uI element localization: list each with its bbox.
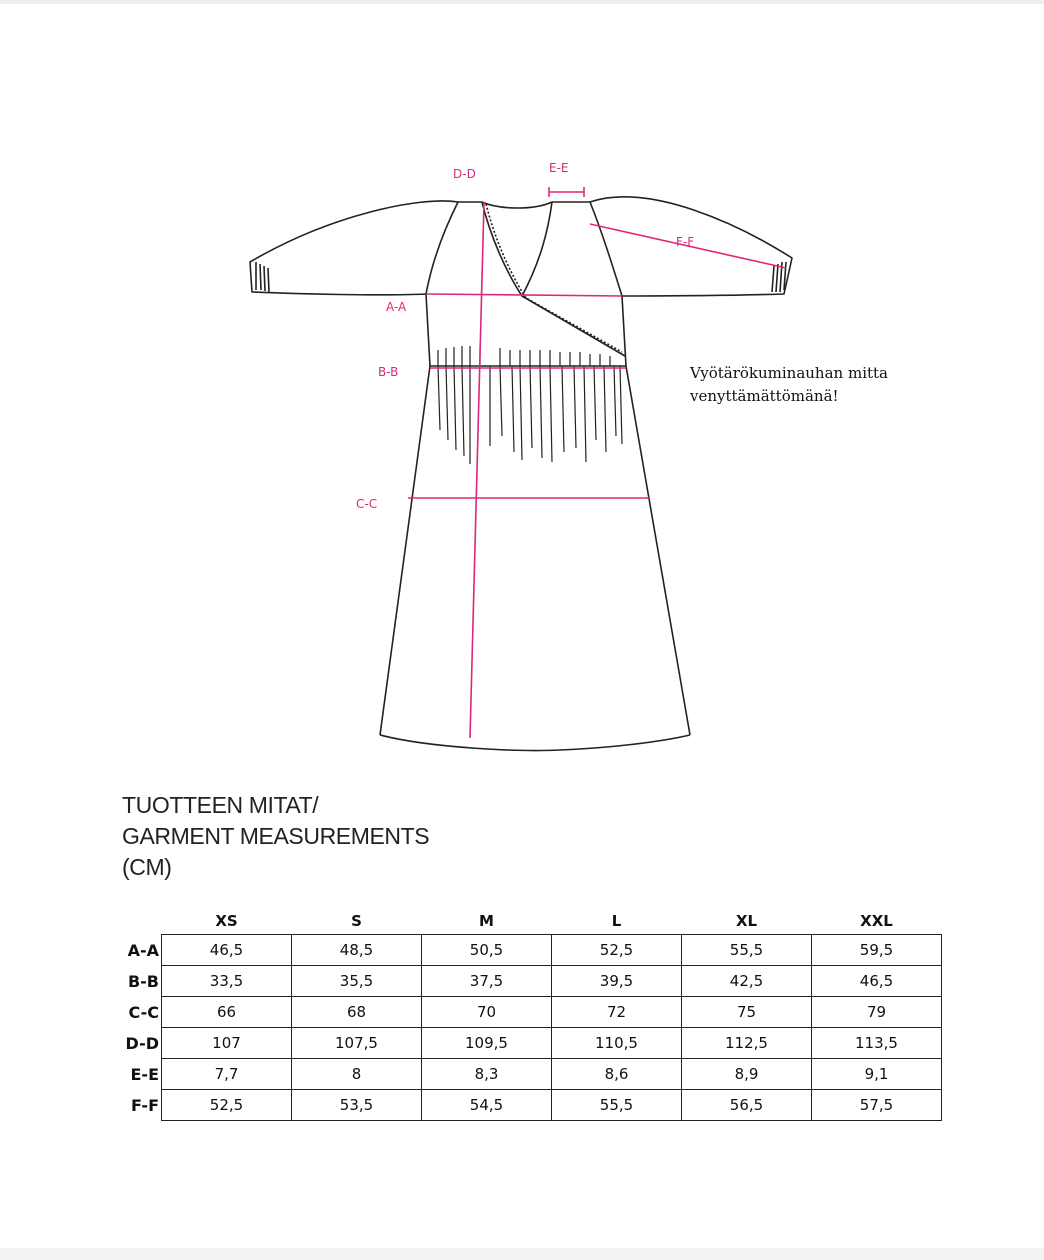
table-cell: 70 [422, 997, 552, 1028]
table-cell: 68 [292, 997, 422, 1028]
right-armhole [590, 202, 622, 296]
dress-outline [250, 197, 792, 751]
row-label-aa: A-A [127, 940, 159, 960]
skirt-right-side [626, 366, 690, 735]
table-row [112, 1059, 942, 1090]
table-cell: 56,5 [682, 1090, 812, 1121]
row-label-dd: D-D [125, 1033, 159, 1053]
table-cell: 48,5 [292, 935, 422, 966]
left-sleeve [250, 201, 458, 295]
bodice-left-side [426, 294, 430, 366]
table-cell: 7,7 [162, 1059, 292, 1090]
note-line-2: venyttämättömänä! [690, 387, 839, 405]
table-corner [112, 904, 162, 935]
waistband-note [690, 362, 930, 408]
skirt-hem [380, 735, 690, 750]
measure-line-dd [470, 202, 484, 738]
table-cell: 53,5 [292, 1090, 422, 1121]
table-cell: 39,5 [552, 966, 682, 997]
label-aa: A-A [386, 300, 407, 314]
table-row [112, 935, 942, 966]
size-l: L [611, 912, 622, 930]
table-cell: 109,5 [422, 1028, 552, 1059]
table-cell: 9,1 [812, 1059, 942, 1090]
heading-line-2: GARMENT MEASUREMENTS [122, 823, 430, 849]
label-bb: B-B [378, 365, 399, 379]
table-cell: 110,5 [552, 1028, 682, 1059]
back-neck [482, 202, 552, 208]
waist-gathers-top [438, 346, 610, 366]
table-cell: 107,5 [292, 1028, 422, 1059]
table-cell: 8 [292, 1059, 422, 1090]
heading-line-1: TUOTTEEN MITAT/ [122, 792, 319, 818]
bottom-edge [0, 1248, 1044, 1260]
row-label-cc: C-C [128, 1002, 159, 1022]
table-cell: 8,6 [552, 1059, 682, 1090]
label-dd: D-D [453, 167, 476, 181]
table-cell: 52,5 [552, 935, 682, 966]
measurements-heading [122, 790, 429, 883]
table-row [112, 1028, 942, 1059]
size-xxl: XXL [860, 912, 893, 930]
size-m: M [479, 912, 494, 930]
table-cell: 75 [682, 997, 812, 1028]
table-cell: 72 [552, 997, 682, 1028]
row-label-ee: E-E [130, 1064, 159, 1084]
table-cell: 42,5 [682, 966, 812, 997]
measurement-lines [408, 187, 786, 738]
table-cell: 33,5 [162, 966, 292, 997]
table-cell: 52,5 [162, 1090, 292, 1121]
label-cc: C-C [356, 497, 378, 511]
table-cell: 8,9 [682, 1059, 812, 1090]
size-s: S [351, 912, 362, 930]
measure-line-aa [426, 294, 622, 296]
skirt-left-side [380, 366, 430, 735]
label-ee: E-E [549, 161, 569, 175]
table-cell: 37,5 [422, 966, 552, 997]
table-cell: 59,5 [812, 935, 942, 966]
table-cell: 8,3 [422, 1059, 552, 1090]
waist-gathers-bottom [438, 366, 622, 464]
label-ff: F-F [676, 235, 695, 249]
size-header-row [112, 904, 942, 935]
table-cell: 79 [812, 997, 942, 1028]
row-label-bb: B-B [127, 971, 159, 991]
heading-line-3: (CM) [122, 854, 172, 880]
measurement-labels [356, 161, 694, 511]
table-row [112, 1090, 942, 1121]
size-xs: XS [215, 912, 238, 930]
table-cell: 113,5 [812, 1028, 942, 1059]
table-cell: 46,5 [162, 935, 292, 966]
measurements-table [112, 904, 942, 1121]
table-cell: 57,5 [812, 1090, 942, 1121]
table-cell: 50,5 [422, 935, 552, 966]
wrap-neckline-right [522, 202, 552, 296]
size-xl: XL [735, 912, 758, 930]
table-row [112, 966, 942, 997]
table-cell: 55,5 [552, 1090, 682, 1121]
table-cell: 54,5 [422, 1090, 552, 1121]
table-cell: 112,5 [682, 1028, 812, 1059]
table-cell: 55,5 [682, 935, 812, 966]
left-armhole [426, 202, 458, 294]
table-row [112, 997, 942, 1028]
wrap-neckline-left [482, 202, 625, 356]
table-cell: 35,5 [292, 966, 422, 997]
note-line-1: Vyötärökuminauhan mitta [690, 364, 888, 382]
table-cell: 66 [162, 997, 292, 1028]
table-cell: 107 [162, 1028, 292, 1059]
left-cuff-gathers [256, 262, 269, 292]
table-cell: 46,5 [812, 966, 942, 997]
row-label-ff: F-F [130, 1095, 159, 1115]
